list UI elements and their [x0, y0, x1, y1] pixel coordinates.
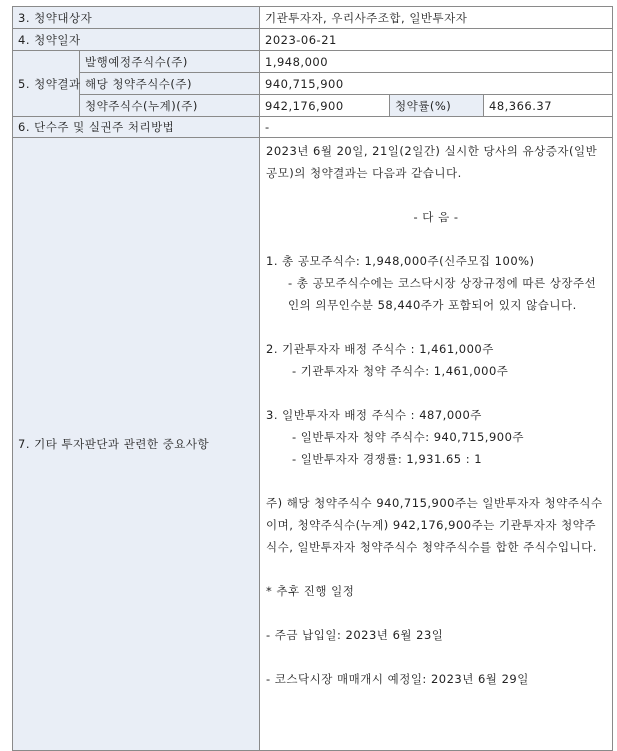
subscription-target-value: 기관투자자, 우리사주조합, 일반투자자: [260, 7, 613, 29]
subscription-ratio-label: 청약률(%): [390, 95, 484, 117]
item-total-offering: 1. 총 공모주식수: 1,948,000주(신주모집 100%): [266, 254, 535, 268]
section-heading: - 다 음 -: [413, 210, 459, 224]
total-shares-value: 942,176,900: [260, 95, 390, 117]
row-issue-shares: [13, 51, 613, 73]
issue-shares-value: 1,948,000: [260, 51, 613, 73]
subscription-result-table: [12, 6, 613, 751]
issue-shares-label: 발행예정주식수(주): [80, 51, 260, 73]
applied-shares-label: 해당 청약주식수(주): [80, 73, 260, 95]
row-subscription-target: [13, 7, 613, 29]
fractional-shares-label: 6. 단수주 및 실권주 처리방법: [13, 117, 260, 138]
fractional-shares-value: -: [260, 117, 613, 138]
intro-paragraph: 2023년 6월 20일, 21일(2일간) 실시한 당사의 유상증자(일반공모)의 청약결과는 다음과 같습니다.: [266, 144, 598, 180]
row-applied-shares: [13, 73, 613, 95]
subscription-ratio-value: 48,366.37: [484, 95, 613, 117]
row-fractional-shares: [13, 117, 613, 138]
item-retail-allocation: 3. 일반투자자 배정 주식수 : 487,000주: [266, 408, 482, 422]
row-total-shares: [13, 95, 613, 117]
row-other-matters: [13, 138, 613, 751]
schedule-title: * 추후 진행 일정: [266, 584, 355, 598]
subscription-result-label: 5. 청약결과: [13, 51, 80, 117]
item-retail-subscribed: - 일반투자자 청약 주식수: 940,715,900주: [292, 430, 525, 444]
other-matters-content: [260, 138, 613, 751]
footnote: 주) 해당 청약주식수 940,715,900주는 일반투자자 청약주식수이며, 청약주식수(누계) 942,176,900주는 기관투자자 청약주식수, 일반투자자 청약주식수 청약주식수를 합한 주식수입니다.: [266, 496, 603, 554]
item-institutional-allocation: 2. 기관투자자 배정 주식수 : 1,461,000주: [266, 342, 494, 356]
item-institutional-note: - 기관투자자 청약 주식수: 1,461,000주: [292, 364, 509, 378]
item-retail-competition: - 일반투자자 경쟁률: 1,931.65 : 1: [292, 452, 483, 466]
other-matters-label: 7. 기타 투자판단과 관련한 중요사항: [13, 138, 260, 751]
listing-date: - 코스닥시장 매매개시 예정일: 2023년 6월 29일: [266, 672, 529, 686]
subscription-target-label: 3. 청약대상자: [13, 7, 260, 29]
row-subscription-date: [13, 29, 613, 51]
item-total-offering-note: - 총 공모주식수에는 코스닥시장 상장규정에 따른 상장주선인의 의무인수분 58,440주가 포함되어 있지 않습니다.: [288, 276, 597, 312]
subscription-date-label: 4. 청약일자: [13, 29, 260, 51]
payment-date: - 주금 납입일: 2023년 6월 23일: [266, 628, 444, 642]
total-shares-label: 청약주식수(누계)(주): [80, 95, 260, 117]
subscription-date-value: 2023-06-21: [260, 29, 613, 51]
applied-shares-value: 940,715,900: [260, 73, 613, 95]
